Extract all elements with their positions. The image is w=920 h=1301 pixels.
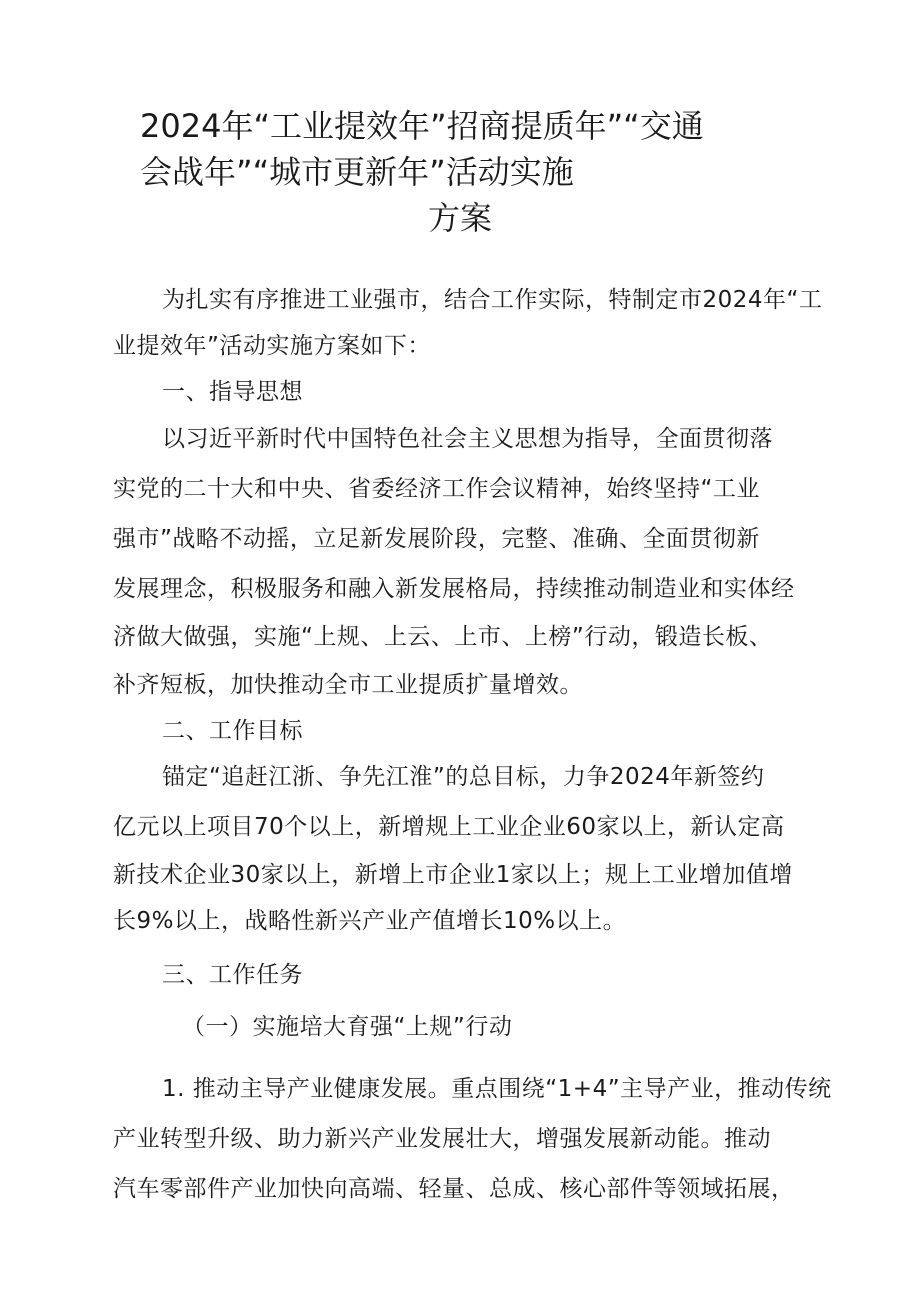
paragraph-intro-line-1: 为扎实有序推进工业强市，结合工作实际，特制定市2024年“工	[162, 287, 823, 313]
section-heading-work-tasks: 三、工作任务	[162, 962, 303, 988]
paragraph-line: 产业转型升级、助力新兴产业发展壮大，增强发展新动能。推动	[113, 1126, 771, 1152]
paragraph-line: 强市”战略不动摇，立足新发展阶段，完整、准确、全面贯彻新	[113, 526, 760, 552]
document-title-line-1: 2024年“工业提效年”招商提质年”“交通	[140, 107, 704, 145]
paragraph-line: 亿元以上项目70个以上，新增规上工业企业60家以上，新认定高	[113, 814, 785, 840]
paragraph-line: 以习近平新时代中国特色社会主义思想为指导，全面贯彻落	[162, 426, 773, 452]
subsection-heading: （一）实施培大育强“上规”行动	[182, 1014, 513, 1040]
section-heading-work-goals: 二、工作目标	[162, 718, 303, 744]
paragraph-line: 补齐短板，加快推动全市工业提质扩量增效。	[113, 672, 583, 698]
paragraph-intro-line-2: 业提效年”活动实施方案如下：	[113, 333, 431, 359]
paragraph-line: 济做大做强，实施“上规、上云、上市、上榜”行动，锻造长板、	[113, 624, 773, 650]
paragraph-line: 新技术企业30家以上，新增上市企业1家以上；规上工业增加值增	[113, 862, 793, 888]
document-title-line-2: 会战年”“城市更新年”活动实施	[140, 153, 574, 191]
paragraph-line: 1. 推动主导产业健康发展。重点围绕“1+4”主导产业，推动传统	[162, 1076, 832, 1102]
paragraph-line: 汽车零部件产业加快向高端、轻量、总成、核心部件等领域拓展，	[113, 1176, 795, 1202]
paragraph-line: 长9%以上，战略性新兴产业产值增长10%以上。	[113, 908, 627, 934]
section-heading-guiding-ideology: 一、指导思想	[162, 379, 303, 405]
paragraph-line: 发展理念，积极服务和融入新发展格局，持续推动制造业和实体经	[113, 576, 795, 602]
document-title-line-3: 方案	[428, 199, 493, 237]
paragraph-line: 实党的二十大和中央、省委经济工作会议精神，始终坚持“工业	[113, 476, 760, 502]
paragraph-line: 锚定“追赶江浙、争先江淮”的总目标，力争2024年新签约	[162, 764, 765, 790]
